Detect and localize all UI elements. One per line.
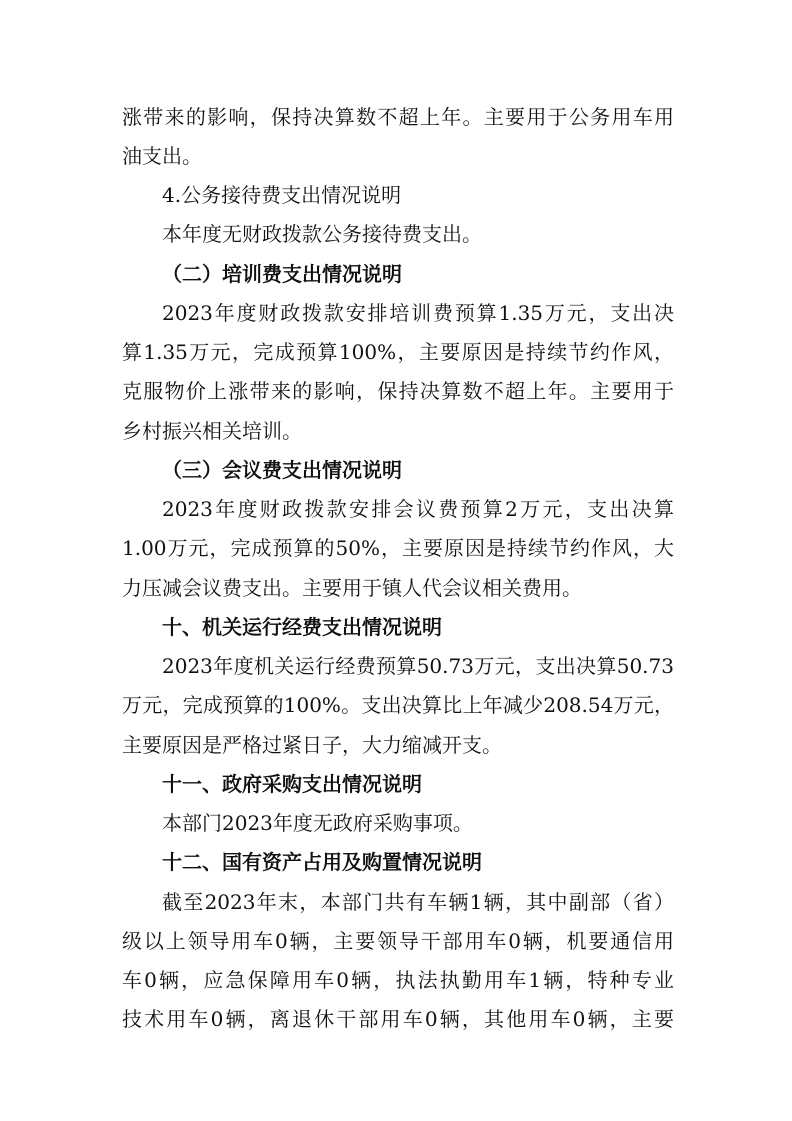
paragraph-line: 油支出。	[122, 144, 202, 168]
paragraph-line: 截至2023年末，本部门共有车辆1辆，其中副部（省）	[162, 890, 674, 914]
paragraph-line: 力压减会议费支出。主要用于镇人代会议相关费用。	[122, 576, 582, 600]
section-heading: 十一、政府采购支出情况说明	[162, 772, 422, 796]
paragraph-line: 克服物价上涨带来的影响，保持决算数不超上年。主要用于	[122, 379, 674, 403]
section-heading: 十二、国有资产占用及购置情况说明	[162, 850, 482, 874]
paragraph-line: 本部门2023年度无政府采购事项。	[162, 811, 473, 835]
paragraph-line: 1.00万元，完成预算的50%，主要原因是持续节约作风，大	[122, 536, 674, 560]
paragraph-line: 万元，完成预算的100%。支出决算比上年减少208.54万元，	[122, 693, 674, 717]
paragraph-line: 算1.35万元，完成预算100%，主要原因是持续节约作风，	[122, 340, 674, 364]
paragraph-line: 2023年度财政拨款安排会议费预算2万元，支出决算	[162, 497, 674, 521]
paragraph-line: 2023年度财政拨款安排培训费预算1.35万元，支出决	[162, 301, 674, 325]
section-heading: （二）培训费支出情况说明	[162, 262, 402, 286]
paragraph-line: 技术用车0辆，离退休干部用车0辆，其他用车0辆，主要	[122, 1007, 674, 1031]
paragraph-line: 本年度无财政拨款公务接待费支出。	[162, 222, 482, 246]
paragraph-line: 车0辆，应急保障用车0辆，执法执勤用车1辆，特种专业	[122, 968, 674, 992]
paragraph-line: 级以上领导用车0辆，主要领导干部用车0辆，机要通信用	[122, 929, 674, 953]
paragraph-line: 涨带来的影响，保持决算数不超上年。主要用于公务用车用	[122, 105, 674, 129]
paragraph-line: 乡村振兴相关培训。	[122, 419, 302, 443]
section-heading: （三）会议费支出情况说明	[162, 458, 402, 482]
subsection-heading: 4.公务接待费支出情况说明	[162, 183, 402, 207]
paragraph-line: 主要原因是严格过紧日子，大力缩减开支。	[122, 733, 502, 757]
paragraph-line: 2023年度机关运行经费预算50.73万元，支出决算50.73	[162, 654, 674, 678]
section-heading: 十、机关运行经费支出情况说明	[162, 615, 442, 639]
